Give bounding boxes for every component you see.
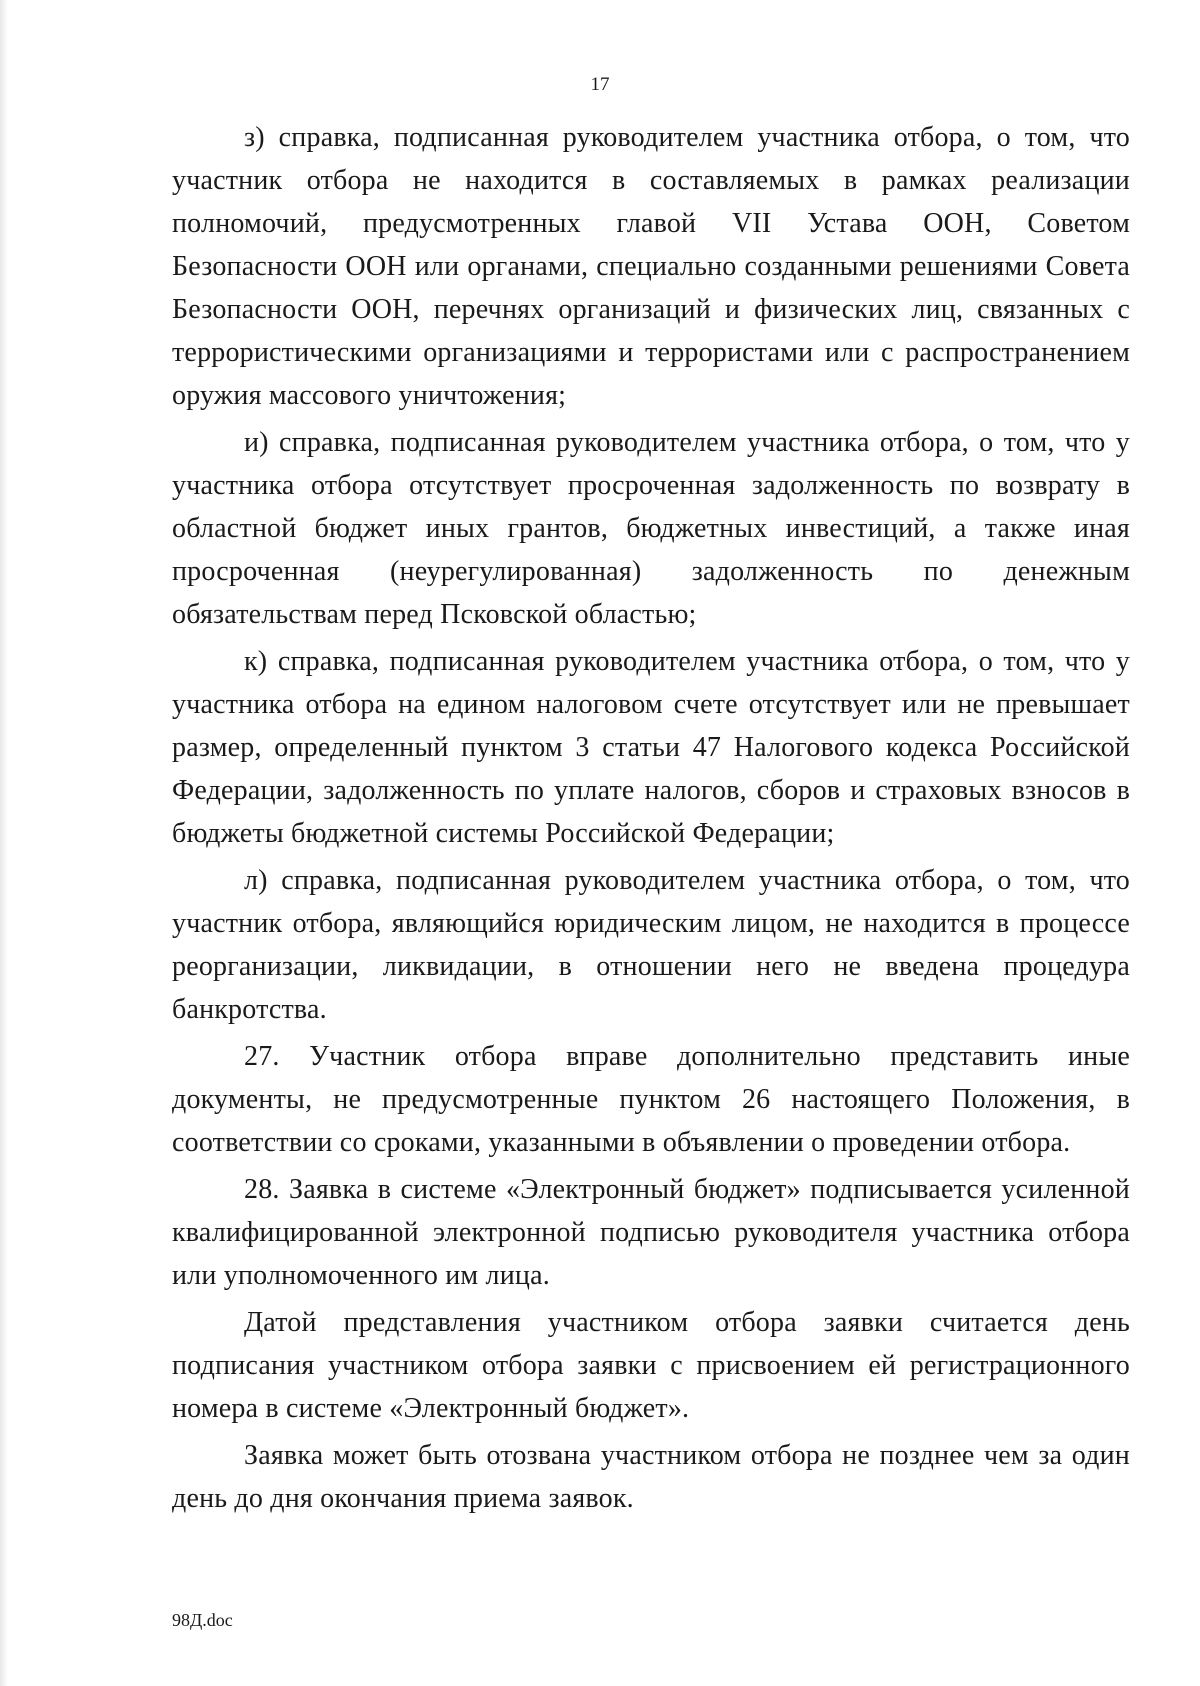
footer-filename: 98Д.doc bbox=[172, 1610, 233, 1630]
paragraph-i-certificate: и) справка, подписанная руководителем участника отбора, о том, что у участника отбора отсутствует просроченная задолженность по возврату в областной бюджет иных грантов, бюджетных инвестиций, а также иная просроченная (неурегулированная) задолженность по денежным обязательствам перед Псковской областью; bbox=[172, 427, 1130, 630]
scan-edge bbox=[0, 0, 8, 1686]
paragraph-27: 27. Участник отбора вправе дополнительно представить иные документы, не предусмотренные пунктом 26 настоящего Положения, в соответствии со сроками, указанными в объявлении о проведении отбора. bbox=[172, 1041, 1130, 1158]
paragraph-z-certificate: з) справка, подписанная руководителем участника отбора, о том, что участник отбора не находится в составляемых в рамках реализации полномочий, предусмотренных главой VII Устава ООН, Советом Безопасности ООН или органами, специально созданными решениями Совета Безопасности ООН, перечнях организаций и физических лиц, связанных с террористическими организациями и террористами или с распространением оружия массового уничтожения; bbox=[172, 122, 1130, 411]
paragraph-l-certificate: л) справка, подписанная руководителем участника отбора, о том, что участник отбора, являющийся юридическим лицом, не находится в процессе реорганизации, ликвидации, в отношении него не введена процедура банкротства. bbox=[172, 865, 1130, 1025]
paragraph-k-certificate: к) справка, подписанная руководителем участника отбора, о том, что у участника отбора на едином налоговом счете отсутствует или не превышает размер, определенный пунктом 3 статьи 47 Налогового кодекса Российской Федерации, задолженность по уплате налогов, сборов и страховых взносов в бюджеты бюджетной системы Российской Федерации; bbox=[172, 646, 1130, 849]
paragraph-withdrawal: Заявка может быть отозвана участником отбора не позднее чем за один день до дня окончания приема заявок. bbox=[172, 1440, 1130, 1514]
paragraph-28: 28. Заявка в системе «Электронный бюджет» подписывается усиленной квалифицированной электронной подписью руководителя участника отбора или уполномоченного им лица. bbox=[172, 1174, 1130, 1291]
page-number: 17 bbox=[590, 74, 610, 95]
paragraph-submission-date: Датой представления участником отбора заявки считается день подписания участником отбора заявки с присвоением ей регистрационного номера в системе «Электронный бюджет». bbox=[172, 1307, 1130, 1424]
document-body bbox=[172, 116, 1130, 1524]
